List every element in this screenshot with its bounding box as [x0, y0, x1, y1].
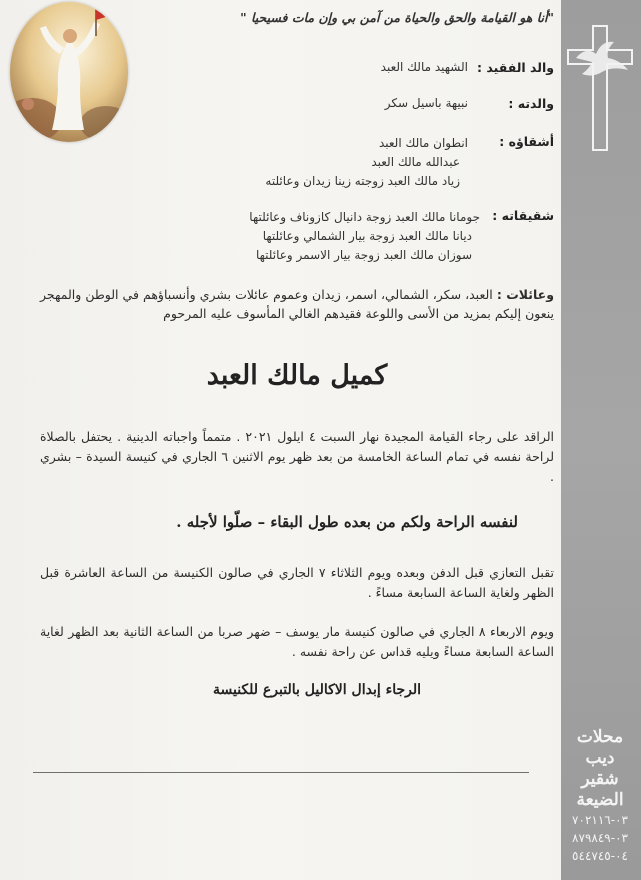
cross-dove-icon: [562, 18, 638, 158]
sidebar-shop-text: [562, 727, 638, 865]
family-line: جومانا مالك العبد زوجة دانيال كازوناف وعائلتها: [249, 210, 480, 224]
families-text: العبد، سكر، الشمالي، اسمر، زيدان وعموم عائلات بشري وأنسباؤهم في الوطن والمهجر ينعون إليكم بمزيد من الأسى واللوعة فقيدهم الغالي المأسوف عليه المرحوم: [40, 287, 554, 321]
brand-line: محلات: [576, 727, 624, 747]
divider-line: [33, 772, 529, 773]
phone-number: ٠٣-٧٠٢١١٦: [572, 813, 628, 827]
resurrection-portrait-image: [10, 2, 128, 142]
phone-number: ٠٤-٥٤٤٧٤٥: [572, 849, 628, 863]
family-line: عبدالله مالك العبد: [371, 155, 460, 169]
death-notice-paragraph: الراقد على رجاء القيامة المجيدة نهار السبت ٤ ايلول ٢٠٢١ . متمماً واجباته الدينية . يحتفل بالصلاة لراحة نفسه في تمام الساعة الخامسة من بعد ظهر يوم الاثنين ٦ الجاري في كنيسة السيدة – بشري .: [40, 429, 555, 484]
family-label: والد الفقيد :: [477, 60, 554, 75]
condolences-paragraph-1: تقبل التعازي قبل الدفن وبعده ويوم الثلاثاء ٧ الجاري في صالون الكنيسة من الساعة العاشرة قبل الظهر ولغاية الساعة السابعة مساءً .: [40, 565, 554, 600]
phone-number: ٠٣-٨٧٩٨٤٩: [572, 831, 628, 845]
family-line: انطوان مالك العبد: [378, 136, 468, 150]
family-block-mother: [140, 96, 554, 116]
family-label: شقيقاته :: [492, 208, 554, 223]
deceased-name: كميل مالك العبد: [206, 360, 388, 391]
condolences-paragraph-2: ويوم الاربعاء ٨ الجاري في صالون كنيسة مار يوسف – ضهر صربا من الساعة الثانية بعد الظهر لغاية الساعة السابعة مساءً ويليه قداس عن راحة نفسه .: [40, 624, 554, 659]
scripture-quote: "أنا هو القيامة والحق والحياة من آمن بي وإن مات فسيحيا ": [240, 10, 554, 25]
wreath-request-line: الرجاء إبدال الاكاليل بالتبرع للكنيسة: [212, 682, 421, 698]
family-block-sisters: [100, 208, 554, 268]
families-paragraph: [40, 285, 554, 323]
family-label: والدته :: [508, 96, 554, 111]
family-line: نبيهة باسيل سكر: [384, 96, 468, 110]
family-block-father: [140, 60, 554, 80]
family-line: ديانا مالك العبد زوجة بيار الشمالي وعائلتها: [262, 229, 472, 243]
brand-line: الضيعة: [576, 790, 624, 810]
brand-line: شقير: [581, 769, 619, 789]
family-block-brothers: [140, 134, 554, 194]
family-line: زياد مالك العبد زوجته زينا زيدان وعائلته: [265, 174, 460, 188]
family-line: سوزان مالك العبد زوجة بيار الاسمر وعائلتها: [255, 248, 472, 262]
families-label: وعائلات :: [496, 287, 554, 302]
prayer-line: لنفسه الراحة ولكم من بعده طول البقاء – صلّوا لأجله .: [176, 513, 518, 531]
brand-line: ديب: [585, 748, 615, 768]
family-label: أشقاؤه :: [499, 134, 554, 149]
family-line: الشهيد مالك العبد: [380, 60, 468, 74]
